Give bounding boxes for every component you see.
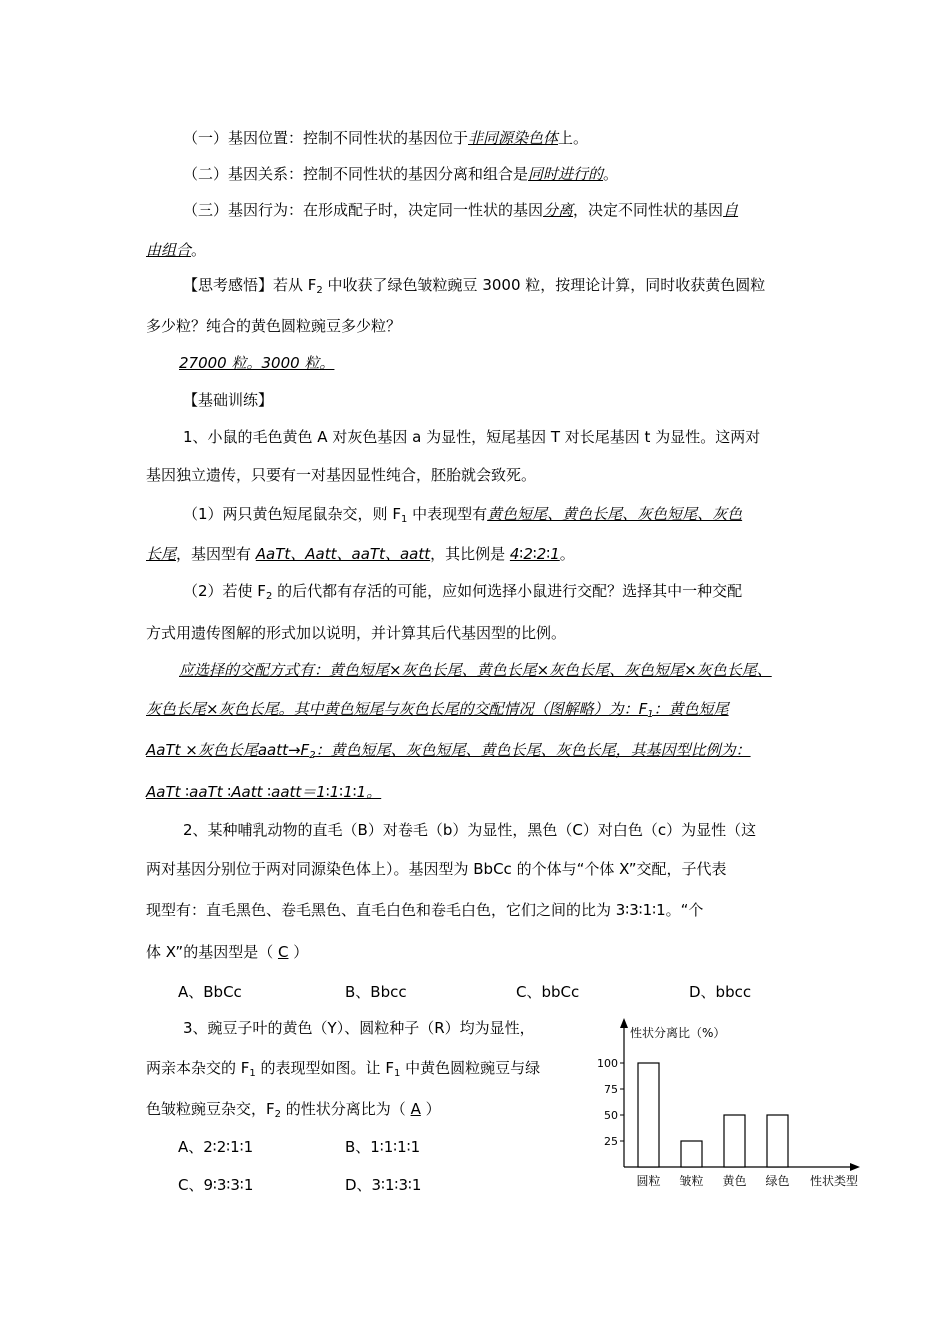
answer: 同时进行的	[528, 165, 604, 183]
q1-part1-line-1	[183, 504, 742, 524]
x-axis-label: 性状类型	[809, 1174, 859, 1188]
subscript: 2	[316, 285, 323, 296]
text: 体 X”的基因型是（	[146, 943, 278, 961]
y-axis-arrow	[620, 1018, 628, 1028]
bar	[681, 1141, 702, 1167]
x-tick-label: 圆粒	[636, 1174, 661, 1188]
q3-line-3	[146, 1099, 441, 1119]
subscript: 1	[249, 1068, 256, 1079]
q1-part1-line-2	[146, 544, 575, 564]
text: AaTt ×灰色长尾aatt→F	[146, 741, 310, 759]
subscript: 1	[400, 514, 408, 525]
y-axis-label: 性状分离比（%）	[630, 1026, 726, 1040]
text: （三）基因行为：在形成配子时，决定同一性状的基因	[183, 201, 544, 219]
answer: 4∶2∶2∶1	[509, 545, 560, 563]
q2-option-d: D、bbcc	[689, 983, 752, 1001]
text: 两亲本杂交的 F	[146, 1059, 250, 1077]
text: 的表现型如图。让 F	[255, 1059, 394, 1077]
text: 中黄色圆粒豌豆与绿	[400, 1059, 541, 1077]
gene-behavior-line	[183, 200, 738, 220]
answer: AaTt、Aatt、aaTt、aatt	[255, 545, 431, 563]
answer: 非同源染色体	[468, 129, 559, 147]
text: ）	[288, 943, 309, 961]
text: ：黄色短尾	[653, 700, 729, 718]
gene-behavior-line-2	[146, 240, 206, 260]
x-tick-label: 绿色	[765, 1174, 790, 1188]
text: 。	[191, 241, 207, 259]
q2-option-a: A、BbCc	[178, 983, 242, 1001]
text: （二）基因关系：控制不同性状的基因分离和组合是	[183, 165, 529, 183]
text: 的性状分离比为（	[281, 1100, 411, 1118]
text: 【思考感悟】若从 F	[183, 276, 317, 294]
subscript: 2	[274, 1109, 282, 1120]
text: 。	[603, 165, 619, 183]
text: （一）基因位置：控制不同性状的基因位于	[183, 129, 469, 147]
basic-training-title: 【基础训练】	[183, 391, 274, 409]
q3-option-b: B、1∶1∶1∶1	[345, 1138, 421, 1156]
gene-relation-line	[183, 164, 618, 184]
answer: 自	[723, 201, 739, 219]
q2-line-4	[146, 942, 308, 962]
text: 灰色长尾×灰色长尾。其中黄色短尾与灰色长尾的交配情况（图解略）为：F	[146, 700, 648, 718]
q2-line-2: 两对基因分别位于两对同源染色体上）。基因型为 BbCc 的个体与“个体 X”交配，子代表	[146, 860, 727, 878]
answer: C	[277, 943, 289, 961]
subscript: 1	[393, 1068, 401, 1079]
gene-position-line	[183, 128, 588, 148]
q2-line-3: 现型有：直毛黑色、卷毛黑色、直毛白色和卷毛白色，它们之间的比为 3∶3∶1∶1。“个	[146, 901, 704, 919]
trait-ratio-bar-chart	[592, 1014, 872, 1199]
q1-answer-line-1: 应选择的交配方式有：黄色短尾×灰色长尾、黄色长尾×灰色长尾、灰色短尾×灰色长尾、	[179, 661, 772, 679]
q3-option-d: D、3∶1∶3∶1	[345, 1176, 422, 1194]
text: ）	[420, 1100, 441, 1118]
y-tick-label: 25	[604, 1135, 618, 1148]
answer: 长尾	[146, 545, 177, 563]
bar	[724, 1115, 745, 1167]
subscript: 2	[309, 750, 316, 761]
bar	[638, 1063, 659, 1167]
q1-answer-line-3	[146, 740, 751, 760]
q1-answer-line-4: AaTt ∶aaTt ∶Aatt ∶aatt＝1∶1∶1∶1。	[146, 783, 382, 801]
text: 中表现型有	[407, 505, 488, 523]
text: （2）若使 F	[183, 582, 266, 600]
q1-part2-line-1	[183, 581, 742, 601]
think-line-2: 多少粒？纯合的黄色圆粒豌豆多少粒？	[146, 317, 402, 335]
subscript: 1	[647, 709, 654, 720]
q1-part2-line-2: 方式用遗传图解的形式加以说明，并计算其后代基因型的比例。	[146, 624, 567, 642]
text: ，其比例是	[430, 545, 510, 563]
q3-line-2	[146, 1058, 540, 1078]
text: ：黄色短尾、灰色短尾、黄色长尾、灰色长尾，其基因型比例为：	[315, 741, 751, 759]
y-tick-label: 100	[597, 1057, 618, 1070]
x-tick-label: 黄色	[722, 1174, 747, 1188]
q2-line-1: 2、某种哺乳动物的直毛（B）对卷毛（b）为显性，黑色（C）对白色（c）为显性（这	[183, 821, 757, 839]
answer: 分离	[543, 201, 574, 219]
q1-line-2: 基因独立遗传，只要有一对基因显性纯合，胚胎就会致死。	[146, 466, 537, 484]
think-line-1	[183, 275, 765, 295]
text: ，决定不同性状的基因	[573, 201, 724, 219]
text: 的后代都有存活的可能，应如何选择小鼠进行交配？选择其中一种交配	[272, 582, 743, 600]
text: 上。	[558, 129, 589, 147]
answer: 由组合	[146, 241, 192, 259]
q1-answer-line-2	[146, 699, 729, 719]
q3-option-a: A、2∶2∶1∶1	[178, 1138, 254, 1156]
x-axis-arrow	[850, 1163, 860, 1171]
q2-option-c: C、bbCc	[516, 983, 580, 1001]
text: 色皱粒豌豆杂交，F	[146, 1100, 275, 1118]
x-tick-label: 皱粒	[679, 1174, 704, 1188]
text: （1）两只黄色短尾鼠杂交，则 F	[183, 505, 401, 523]
y-tick-label: 50	[604, 1109, 618, 1122]
text: 。	[559, 545, 575, 563]
answer: A	[410, 1100, 421, 1118]
q2-option-b: B、Bbcc	[345, 983, 407, 1001]
q3-line-1: 3、豌豆子叶的黄色（Y）、圆粒种子（R）均为显性，	[183, 1019, 535, 1037]
q3-option-c: C、9∶3∶3∶1	[178, 1176, 254, 1194]
text: 中收获了绿色皱粒豌豆 3000 粒，按理论计算，同时收获黄色圆粒	[322, 276, 766, 294]
text: ，基因型有	[176, 545, 256, 563]
bar	[767, 1115, 788, 1167]
answer: 黄色短尾、黄色长尾、灰色短尾、灰色	[487, 505, 743, 523]
y-tick-label: 75	[604, 1083, 618, 1096]
subscript: 2	[265, 591, 273, 602]
think-answer: 27000 粒。3000 粒。	[179, 354, 335, 372]
q1-line-1: 1、小鼠的毛色黄色 A 对灰色基因 a 为显性，短尾基因 T 对长尾基因 t 为显性。这两对	[183, 428, 761, 446]
